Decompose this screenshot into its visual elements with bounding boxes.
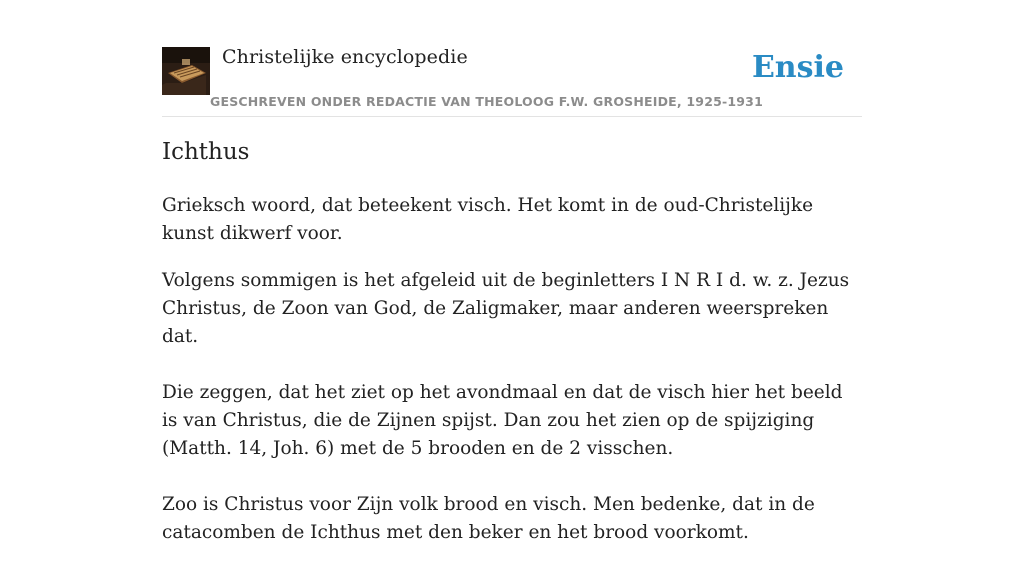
encyclopedia-title[interactable]: Christelijke encyclopedie <box>222 46 468 68</box>
ensie-logo-link[interactable]: Ensie <box>751 50 844 85</box>
encyclopedia-header <box>162 44 862 117</box>
article-line: Zoo is Christus voor Zijn volk brood en visch. Men bedenke, dat in de catacomben de Ichthus met den beker en het brood voorkomt. <box>162 494 815 543</box>
encyclopedia-avatar[interactable] <box>162 47 210 95</box>
article-title: Ichthus <box>162 139 250 165</box>
paragraph-gap <box>162 463 862 491</box>
article-body <box>162 192 862 566</box>
encyclopedia-subtitle: GESCHREVEN ONDER REDACTIE VAN THEOLOOG F.W. GROSHEIDE, 1925-1931 <box>210 94 763 109</box>
article-line: Die zeggen, dat het ziet op het avondmaal en dat de visch hier het beeld is van Christus, die de Zijnen spijst. Dan zou het zien op de spijziging (Matth. 14, Joh. 6) met de 5 brooden en de 2 visschen. <box>162 382 843 459</box>
paragraph-gap <box>162 351 862 379</box>
article-paragraph <box>162 267 862 547</box>
article-line: Volgens sommigen is het afgeleid uit de beginletters I N R I d. w. z. Jezus Christus, de Zoon van God, de Zaligmaker, maar anderen weerspreken dat. <box>162 270 850 347</box>
book-icon <box>162 47 210 95</box>
article-paragraph: Grieksch woord, dat beteekent visch. Het komt in de oud-Christelijke kunst dikwerf voor. <box>162 195 814 244</box>
